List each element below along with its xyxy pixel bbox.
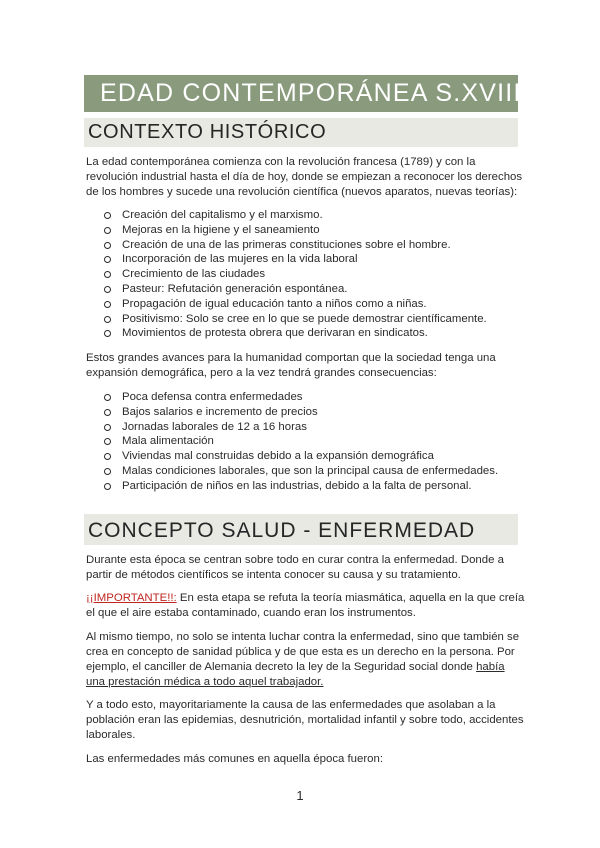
bullet-circle-icon xyxy=(104,483,111,490)
bullet-circle-icon xyxy=(104,394,111,401)
page-title: EDAD CONTEMPORÁNEA S.XVIII-XIX xyxy=(84,75,518,112)
list-item-text: Movimientos de protesta obrera que derivaran en sindicatos. xyxy=(122,327,428,340)
list-item-text: Crecimiento de las ciudades xyxy=(122,268,266,281)
underlined-text: había xyxy=(476,661,505,673)
text-line: revolución industrial hasta el día de hoy, donde se empiezan a reconocer los derechos xyxy=(86,171,523,183)
text-line: laborales. xyxy=(86,729,136,741)
bullet-circle-icon xyxy=(104,453,111,460)
text-line xyxy=(86,675,518,690)
bullet-circle-icon xyxy=(104,316,111,323)
text-segment: En esta etapa se refuta la teoría miasmática, aquella en la que creía xyxy=(176,592,525,604)
intro-paragraph xyxy=(86,155,523,200)
list-item xyxy=(104,208,518,223)
list-item xyxy=(104,282,518,297)
list-item-text: Pasteur: Refutación generación espontánea. xyxy=(122,282,348,295)
list-item-text: Creación de una de las primeras constituciones sobre el hombre. xyxy=(122,238,451,251)
text-line: Al mismo tiempo, no solo se intenta luchar contra la enfermedad, sino que también se xyxy=(86,631,520,643)
bullet-circle-icon xyxy=(104,271,111,278)
list-item xyxy=(104,464,518,479)
bullet-circle-icon xyxy=(104,301,111,308)
text-line: Durante esta época se centran sobre todo en curar contra la enfermedad. Donde a xyxy=(86,554,504,566)
text-line: partir de métodos científicos se intenta conocer su causa y su tratamiento. xyxy=(86,569,461,581)
bullet-circle-icon xyxy=(104,409,111,416)
section-heading-salud: CONCEPTO SALUD - ENFERMEDAD xyxy=(84,514,518,545)
list-item xyxy=(104,252,518,267)
bullet-circle-icon xyxy=(104,438,111,445)
list-item-text: Incorporación de las mujeres en la vida laboral xyxy=(122,253,358,266)
list-item xyxy=(104,238,518,253)
list-item xyxy=(104,326,518,341)
text-line: Estos grandes avances para la humanidad comportan que la sociedad tenga una xyxy=(86,352,496,364)
paragraph-sanidad xyxy=(86,630,518,690)
text-line: La edad contemporánea comienza con la revolución francesa (1789) y con la xyxy=(86,156,476,168)
bullet-circle-icon xyxy=(104,227,111,234)
bullet-circle-icon xyxy=(104,468,111,475)
advances-list xyxy=(104,208,518,341)
paragraph-importante xyxy=(86,591,525,621)
paragraph-enfermedades xyxy=(86,752,518,767)
list-item xyxy=(104,405,518,420)
text-line: población eran las epidemias, desnutrición, mortalidad infantil y sobre todo, accidentes xyxy=(86,714,524,726)
text-segment: ejemplo, el canciller de Alemania decreto la ley de la Seguridad social donde xyxy=(86,661,477,673)
section-heading-contexto: CONTEXTO HISTÓRICO xyxy=(84,118,518,147)
paragraph-curar xyxy=(86,553,518,583)
list-item xyxy=(104,434,518,449)
list-item-text: Malas condiciones laborales, que son la principal causa de enfermedades. xyxy=(122,464,499,477)
underlined-text: una prestación médica a todo aquel trabajador. xyxy=(86,676,324,688)
list-item xyxy=(104,297,518,312)
list-item xyxy=(104,390,518,405)
text-line xyxy=(86,660,518,675)
list-item-text: Positivismo: Solo se cree en lo que se puede demostrar científicamente. xyxy=(122,312,487,325)
list-item xyxy=(104,479,518,494)
list-item-text: Mala alimentación xyxy=(122,435,214,448)
text-line: de los hombres y sucede una revolución científica (nuevos aparatos, nuevas teorías): xyxy=(86,186,518,198)
list-item-text: Jornadas laborales de 12 a 16 horas xyxy=(122,420,307,433)
bullet-circle-icon xyxy=(104,256,111,263)
list-item xyxy=(104,449,518,464)
text-line: crea en concepto de sanidad pública y de que esta es un derecho en la persona. Por xyxy=(86,646,515,658)
text-line: Y a todo esto, mayoritariamente la causa de las enfermedades que asolaban a la xyxy=(86,699,496,711)
bullet-circle-icon xyxy=(104,212,111,219)
bullet-circle-icon xyxy=(104,330,111,337)
list-item xyxy=(104,420,518,435)
consequences-intro xyxy=(86,351,518,381)
list-item-text: Bajos salarios e incremento de precios xyxy=(122,405,318,418)
bullet-circle-icon xyxy=(104,242,111,249)
list-item-text: Propagación de igual educación tanto a niños como a niñas. xyxy=(122,297,427,310)
bullet-circle-icon xyxy=(104,424,111,431)
text-line: expansión demográfica, pero a la vez tendrá grandes consecuencias: xyxy=(86,367,437,379)
list-item-text: Mejoras en la higiene y el saneamiento xyxy=(122,223,320,236)
page-number: 1 xyxy=(296,788,304,803)
text-line: Las enfermedades más comunes en aquella época fueron: xyxy=(86,753,383,765)
list-item xyxy=(104,267,518,282)
consequences-list xyxy=(104,390,518,494)
bullet-circle-icon xyxy=(104,286,111,293)
text-line: el que el aire estaba contaminado, cuando eran los instrumentos. xyxy=(86,607,416,619)
list-item-text: Poca defensa contra enfermedades xyxy=(122,391,303,403)
list-item-text: Participación de niños en las industrias, debido a la falta de personal. xyxy=(122,479,472,492)
list-item-text: Creación del capitalismo y el marxismo. xyxy=(122,209,323,221)
list-item-text: Viviendas mal construidas debido a la expansión demográfica xyxy=(122,450,434,463)
important-label: ¡¡IMPORTANTE!!: xyxy=(86,592,177,604)
list-item xyxy=(104,223,518,238)
text-line xyxy=(86,591,525,606)
paragraph-causas xyxy=(86,698,524,743)
list-item xyxy=(104,312,518,327)
